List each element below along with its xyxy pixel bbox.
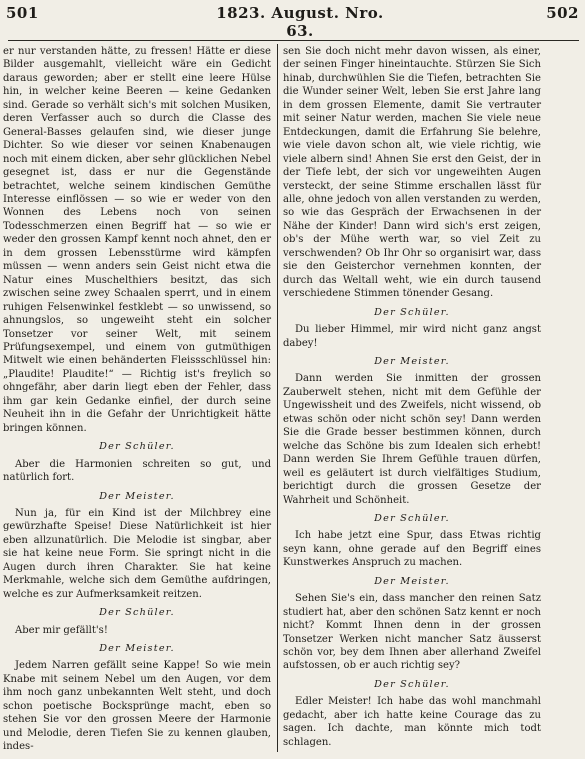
speaker-label: Der Meister. [99,490,175,502]
speaker-label: Der Meister. [374,355,450,367]
paragraph: Ich habe jetzt eine Spur, dass Etwas richtig seyn kann, ohne gerade auf den Begriff eines Kunstwerkes Anspruch zu machen. [283,530,541,569]
paragraph: Edler Meister! Ich habe das wohl manchmahl gedacht, aber ich hatte keine Courage das zu sagen. Ich dachte, man könnte mich todt schlagen. [283,696,541,748]
page-number-right: 502 [546,4,579,22]
speaker-label: Der Meister. [99,643,175,655]
paragraph: sen Sie doch nicht mehr davon wissen, als einer, der seinen Finger hineintauchte. Stürzen Sie Sich hinab, durchwühlen Sie die Tiefen, betrachten Sie die Wunder seiner Welt, leben Sie erst Jahre lang in dem grossen Elemente, damit Sie vertrauter mit seiner Natur werden, machen Sie viele neue Entdeckungen, damit die Erfahrung Sie belehre, wie viele davon schon alt, wie viele richtig, wie viele albern sind! Ahnen Sie erst den Geist, der in der Tiefe lebt, der sich vor ungeweihten Augen versteckt, der seine Stimme erschallen lässt für alle, ohne jedoch von allen verstanden zu werden, so wie das Gespräch der Erwachsenen in der Nähe der Kinder! Dann wird sich's erst zeigen, ob's der Mühe werth war, so viel Zeit zu verschwenden? Ob Ihr Ohr so organisirt war, dass sie den Geisterchor vernehmen konnten, der durch das Weltall weht, wie ein durch tausend verschiedene Stimmen tönender Gesang. [283,46,541,300]
speaker-label: Der Schüler. [374,678,450,690]
left-column [3,45,271,754]
paragraph: Dann werden Sie inmitten der grossen Zauberwelt stehen, nicht mit dem Gefühle der Ungewissheit und des Zweifels, nicht wissend, ob etwas schön oder nicht schön sey! Dann werden Sie die Grade besser bestimmen können, durch welche das Schöne bis zum Idealen sich erhebt! Dann werden Sie Ihrem Gefühle trauen dürfen, weil es geläutert ist durch vielfältiges Studium, berichtigt durch die grossen Gesetze der Wahrheit und Schönheit. [283,373,541,506]
paragraph: Nun ja, für ein Kind ist der Milchbrey eine gewürzhafte Speise! Diese Natürlichkeit ist hier eben allzunatürlich. Die Melodie ist singbar, aber sie hat keine neue Form. Sie springt nicht in die Augen durch ihren Charakter. Sie hat keine Merkmahle, welche sich dem Gemüthe aufdringen, welche es zur Aufmerksamkeit reitzen. [3,507,271,600]
speaker-label: Der Schüler. [99,607,175,619]
column-divider [277,44,278,752]
paragraph: Aber mir gefällt's! [15,624,108,636]
speaker-label: Der Schüler. [99,441,175,453]
speaker-label: Der Meister. [374,575,450,587]
paragraph: Du lieber Himmel, mir wird nicht ganz angst dabey! [283,324,541,349]
right-column [283,45,541,749]
speaker-label: Der Schüler. [374,306,450,318]
header-rule [8,40,579,41]
paragraph: er nur verstanden hätte, zu fressen! Hätte er diese Bilder ausgemahlt, vielleicht wäre ein Gedicht daraus geworden; aber er stellt eine leere Hülse hin, in welcher keine Beeren — keine Gedanken sind. Gerade so verhält sich's mit solchen Musiken, deren Verfasser auch so durch die Classe des General-Basses gelaufen sind, wie dieser junge Dichter. So wie dieser vor seinen Knabenaugen noch mit einem dicken, aber sehr glücklichen Nebel gesegnet ist, dass er nur die Gegenstände betrachtet, welche seinem kindischen Gemüthe Interesse einflössen — so wie er weder von den Wonnen des Lebens noch von seinen Todesschmerzen einen Begriff hat — so wie er weder den grossen Kampf kennt noch ahnet, den er in dem grossen Lebensstürme wird kämpfen müssen — wenn anders sein Geist nicht etwa die Natur eines Muschelthiers besitzt, das sich zwischen seine zwey Schaalen sperrt, und in einem ruhigen Felsenwinkel festklebt — so unwissend, so ahnungslos, so ungeweiht steht ein solcher Tonsetzer vor seiner Welt, mit seinem Prüfungsexempel, und einem von gutmüthigen Mitwelt wie einen behänderten Fleissschlüssel hin: „Plaudite! Plaudite!“ — Richtig ist's freylich so ohngefähr, aber darin liegt eben der Fehler, dass ihm gar kein Gedanke einfiel, der durch seine Neuheit ihn in die Gefahr der Unrichtigkeit hätte bringen können. [3,46,271,434]
speaker-label: Der Schüler. [374,512,450,524]
paragraph: Jedem Narren gefällt seine Kappe! So wie mein Knabe mit seinem Nebel um den Augen, vor dem ihm noch ganz unbekannten Welt steht, und doch schon poetische Bocksprünge macht, eben so stehen Sie vor den grossen Meere der Harmonie und Melodie, deren Tiefen Sie zu kennen glauben, indes- [3,660,271,753]
page-number-left: 501 [6,4,39,22]
issue-header: 1823. August. Nro. 63. [216,4,384,40]
paragraph: Aber die Harmonien schreiten so gut, und natürlich fort. [3,458,271,484]
paragraph: Sehen Sie's ein, dass mancher den reinen Satz studiert hat, aber den schönen Satz kennt er noch nicht? Kommt Ihnen denn in der grossen Tonsetzer Werken nicht mancher Satz äusserst schön vor, bey dem Ihnen aber allerhand Zweifel aufstossen, ob er auch richtig sey? [283,593,541,672]
